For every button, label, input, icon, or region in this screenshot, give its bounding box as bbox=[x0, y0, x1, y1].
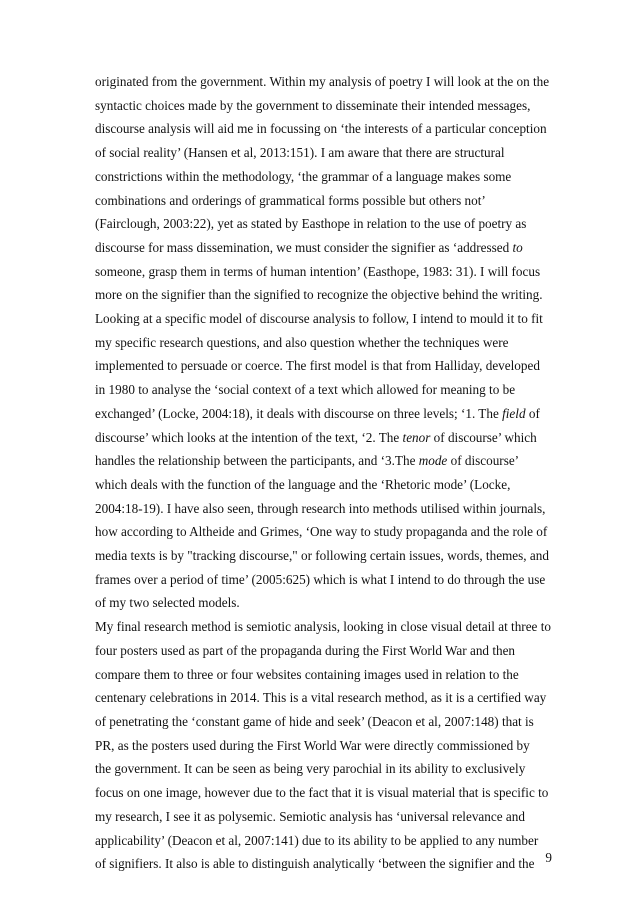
text-line bbox=[95, 117, 555, 141]
text-run: exchanged’ (Locke, 2004:18), it deals with discourse on three levels; ‘1. The bbox=[95, 405, 503, 421]
italic-run: field bbox=[502, 405, 526, 421]
text-run: PR, as the posters used during the First World War were directly commissioned by bbox=[95, 737, 530, 753]
text-run: centenary celebrations in 2014. This is a vital research method, as it is a certified way bbox=[95, 690, 547, 706]
text-line bbox=[95, 260, 555, 284]
text-line bbox=[95, 591, 555, 615]
italic-run: mode bbox=[418, 453, 448, 469]
text-run: My final research method is semiotic analysis, looking in close visual detail at three to bbox=[95, 619, 551, 635]
page-number: 9 bbox=[545, 850, 552, 865]
text-line bbox=[95, 757, 555, 781]
text-line bbox=[95, 354, 555, 378]
text-line bbox=[95, 852, 555, 876]
text-run: (Fairclough, 2003:22), yet as stated by Easthope in relation to the use of poetry as bbox=[95, 216, 527, 232]
text-line bbox=[95, 781, 555, 805]
text-run: focus on one image, however due to the fact that it is visual material that is specific to bbox=[95, 785, 549, 801]
text-run: implemented to persuade or coerce. The first model is that from Halliday, developed bbox=[95, 358, 540, 374]
text-run: of discourse’ bbox=[447, 453, 520, 469]
text-line bbox=[95, 307, 555, 331]
text-run: of signifiers. It also is able to distinguish analytically ‘between the signifier and the bbox=[95, 856, 535, 872]
text-run: constrictions within the methodology, ‘the grammar of a language makes some bbox=[95, 168, 512, 184]
text-run: the government. It can be seen as being very parochial in its ability to exclusively bbox=[95, 761, 526, 777]
text-line bbox=[95, 94, 555, 118]
text-run: of my two selected models. bbox=[95, 595, 240, 611]
text-line bbox=[95, 686, 555, 710]
text-run: media texts is by "tracking discourse," or following certain issues, words, themes, and bbox=[95, 548, 549, 564]
text-run: combinations and orderings of grammatical forms possible but others not’ bbox=[95, 192, 486, 208]
text-line bbox=[95, 520, 555, 544]
text-line bbox=[95, 378, 555, 402]
text-line bbox=[95, 710, 555, 734]
text-run: Looking at a specific model of discourse analysis to follow, I intend to mould it to fit bbox=[95, 311, 543, 327]
text-run: which deals with the function of the language and the ‘Rhetoric mode’ (Locke, bbox=[95, 476, 511, 492]
text-line bbox=[95, 805, 555, 829]
text-run: four posters used as part of the propaganda during the First World War and then bbox=[95, 642, 516, 658]
text-line bbox=[95, 283, 555, 307]
text-line bbox=[95, 70, 555, 94]
text-run: discourse’ which looks at the intention of the text, ‘2. The bbox=[95, 429, 403, 445]
text-run: more on the signifier than the signified to recognize the objective behind the writing. bbox=[95, 287, 543, 303]
text-line bbox=[95, 615, 555, 639]
italic-run: tenor bbox=[402, 429, 431, 445]
text-run: applicability’ (Deacon et al, 2007:141) due to its ability to be applied to any number bbox=[95, 832, 539, 848]
text-line bbox=[95, 639, 555, 663]
text-line bbox=[95, 165, 555, 189]
text-run: how according to Altheide and Grimes, ‘One way to study propaganda and the role of bbox=[95, 524, 548, 540]
text-run: in 1980 to analyse the ‘social context of a text which allowed for meaning to be bbox=[95, 382, 516, 398]
text-run: my specific research questions, and also question whether the techniques were bbox=[95, 334, 509, 350]
text-line bbox=[95, 331, 555, 355]
text-line bbox=[95, 829, 555, 853]
text-line bbox=[95, 141, 555, 165]
text-run: syntactic choices made by the government to disseminate their intended messages, bbox=[95, 97, 531, 113]
text-line bbox=[95, 402, 555, 426]
text-run: compare them to three or four websites containing images used in relation to the bbox=[95, 666, 519, 682]
body-text bbox=[95, 70, 555, 876]
text-run: someone, grasp them in terms of human intention’ (Easthope, 1983: 31). I will focus bbox=[95, 263, 541, 279]
text-run: frames over a period of time’ (2005:625) which is what I intend to do through the use bbox=[95, 571, 546, 587]
text-run: of bbox=[525, 405, 540, 421]
text-run: of penetrating the ‘constant game of hide and seek’ (Deacon et al, 2007:148) that is bbox=[95, 713, 534, 729]
text-line bbox=[95, 426, 555, 450]
italic-run: to bbox=[512, 239, 523, 255]
text-run: discourse for mass dissemination, we must consider the signifier as ‘addressed bbox=[95, 239, 513, 255]
text-line bbox=[95, 212, 555, 236]
text-line bbox=[95, 497, 555, 521]
text-run: my research, I see it as polysemic. Semiotic analysis has ‘universal relevance and bbox=[95, 808, 525, 824]
text-line bbox=[95, 236, 555, 260]
text-line bbox=[95, 568, 555, 592]
text-line bbox=[95, 189, 555, 213]
text-run: of social reality’ (Hansen et al, 2013:151). I am aware that there are structural bbox=[95, 145, 505, 161]
text-line bbox=[95, 544, 555, 568]
text-run: of discourse’ which bbox=[430, 429, 537, 445]
text-run: originated from the government. Within my analysis of poetry I will look at the on the bbox=[95, 74, 550, 89]
text-run: discourse analysis will aid me in focussing on ‘the interests of a particular conception bbox=[95, 121, 547, 137]
text-run: 2004:18-19). I have also seen, through research into methods utilised within journals, bbox=[95, 500, 546, 516]
text-line bbox=[95, 473, 555, 497]
text-line bbox=[95, 663, 555, 687]
text-line bbox=[95, 734, 555, 758]
text-run: handles the relationship between the participants, and ‘3.The bbox=[95, 453, 419, 469]
text-line bbox=[95, 449, 555, 473]
